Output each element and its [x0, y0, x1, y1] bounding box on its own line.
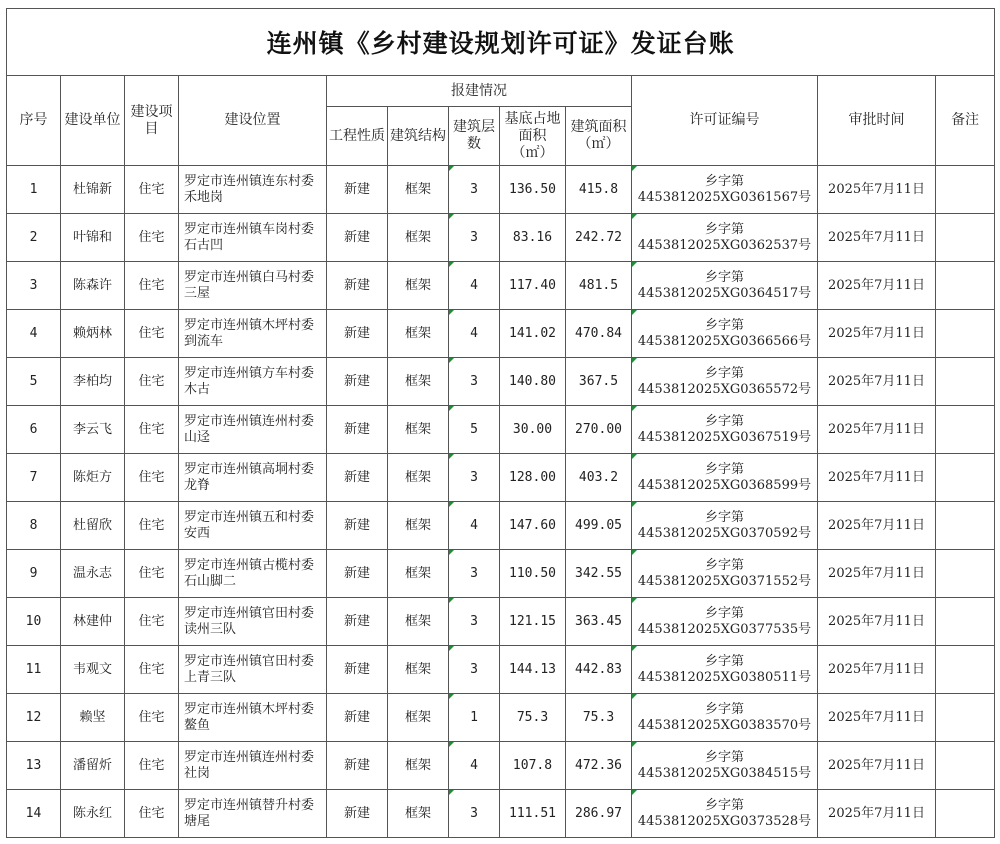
cell-seq: 5	[7, 358, 61, 406]
ledger-rows	[7, 166, 995, 838]
cell-date: 2025年7月11日	[818, 742, 936, 790]
cell-remark	[936, 502, 995, 550]
page-title: 连州镇《乡村建设规划许可证》发证台账	[7, 9, 995, 76]
cell-floors: 1	[449, 694, 500, 742]
cell-base-area: 144.13	[500, 646, 566, 694]
cell-structure: 框架	[388, 790, 449, 838]
cell-location: 罗定市连州镇官田村委读州三队	[179, 598, 327, 646]
header-permit: 许可证编号	[632, 76, 818, 166]
cell-permit: 乡字第4453812025XG0377535号	[632, 598, 818, 646]
cell-seq: 9	[7, 550, 61, 598]
cell-structure: 框架	[388, 550, 449, 598]
header-base-area: 基底占地面积（㎡）	[500, 107, 566, 166]
cell-base-area: 83.16	[500, 214, 566, 262]
cell-item: 住宅	[125, 502, 179, 550]
cell-build-area: 242.72	[566, 214, 632, 262]
cell-date: 2025年7月11日	[818, 502, 936, 550]
cell-remark	[936, 262, 995, 310]
cell-nature: 新建	[327, 646, 388, 694]
table-row	[7, 166, 995, 214]
cell-build-area: 403.2	[566, 454, 632, 502]
cell-unit: 韦观文	[61, 646, 125, 694]
cell-unit: 温永志	[61, 550, 125, 598]
cell-structure: 框架	[388, 598, 449, 646]
cell-date: 2025年7月11日	[818, 598, 936, 646]
cell-unit: 潘留炘	[61, 742, 125, 790]
cell-permit: 乡字第4453812025XG0373528号	[632, 790, 818, 838]
cell-nature: 新建	[327, 358, 388, 406]
cell-nature: 新建	[327, 166, 388, 214]
cell-build-area: 75.3	[566, 694, 632, 742]
cell-item: 住宅	[125, 454, 179, 502]
cell-floors: 3	[449, 358, 500, 406]
cell-structure: 框架	[388, 214, 449, 262]
cell-nature: 新建	[327, 550, 388, 598]
cell-structure: 框架	[388, 310, 449, 358]
table-row	[7, 694, 995, 742]
cell-remark	[936, 694, 995, 742]
cell-floors: 4	[449, 310, 500, 358]
cell-remark	[936, 790, 995, 838]
cell-base-area: 110.50	[500, 550, 566, 598]
cell-location: 罗定市连州镇连州村委社岗	[179, 742, 327, 790]
header-remark: 备注	[936, 76, 995, 166]
table-row	[7, 358, 995, 406]
cell-build-area: 270.00	[566, 406, 632, 454]
cell-date: 2025年7月11日	[818, 790, 936, 838]
cell-seq: 2	[7, 214, 61, 262]
cell-nature: 新建	[327, 406, 388, 454]
cell-location: 罗定市连州镇白马村委三屋	[179, 262, 327, 310]
header-build-area: 建筑面积（㎡）	[566, 107, 632, 166]
cell-base-area: 111.51	[500, 790, 566, 838]
table-row	[7, 262, 995, 310]
cell-seq: 1	[7, 166, 61, 214]
cell-nature: 新建	[327, 310, 388, 358]
cell-permit: 乡字第4453812025XG0384515号	[632, 742, 818, 790]
cell-floors: 3	[449, 646, 500, 694]
cell-item: 住宅	[125, 790, 179, 838]
cell-item: 住宅	[125, 310, 179, 358]
cell-seq: 10	[7, 598, 61, 646]
cell-unit: 杜留欣	[61, 502, 125, 550]
cell-date: 2025年7月11日	[818, 454, 936, 502]
cell-nature: 新建	[327, 790, 388, 838]
cell-item: 住宅	[125, 262, 179, 310]
cell-permit: 乡字第4453812025XG0361567号	[632, 166, 818, 214]
cell-build-area: 363.45	[566, 598, 632, 646]
cell-unit: 林建仲	[61, 598, 125, 646]
cell-seq: 3	[7, 262, 61, 310]
cell-floors: 3	[449, 598, 500, 646]
cell-floors: 3	[449, 214, 500, 262]
cell-remark	[936, 646, 995, 694]
cell-date: 2025年7月11日	[818, 646, 936, 694]
cell-floors: 3	[449, 166, 500, 214]
cell-remark	[936, 166, 995, 214]
cell-date: 2025年7月11日	[818, 406, 936, 454]
cell-remark	[936, 550, 995, 598]
cell-unit: 李柏均	[61, 358, 125, 406]
cell-permit: 乡字第4453812025XG0383570号	[632, 694, 818, 742]
cell-build-area: 367.5	[566, 358, 632, 406]
header-seq: 序号	[7, 76, 61, 166]
cell-unit: 杜锦新	[61, 166, 125, 214]
cell-build-area: 470.84	[566, 310, 632, 358]
cell-floors: 3	[449, 550, 500, 598]
table-row	[7, 502, 995, 550]
header-structure: 建筑结构	[388, 107, 449, 166]
cell-item: 住宅	[125, 358, 179, 406]
cell-build-area: 481.5	[566, 262, 632, 310]
cell-remark	[936, 454, 995, 502]
cell-unit: 赖坚	[61, 694, 125, 742]
cell-permit: 乡字第4453812025XG0366566号	[632, 310, 818, 358]
cell-date: 2025年7月11日	[818, 262, 936, 310]
cell-location: 罗定市连州镇连东村委禾地岗	[179, 166, 327, 214]
cell-base-area: 107.8	[500, 742, 566, 790]
table-row	[7, 406, 995, 454]
cell-location: 罗定市连州镇木坪村委鳌鱼	[179, 694, 327, 742]
cell-location: 罗定市连州镇方车村委木古	[179, 358, 327, 406]
header-floors: 建筑层数	[449, 107, 500, 166]
cell-structure: 框架	[388, 646, 449, 694]
cell-item: 住宅	[125, 166, 179, 214]
cell-structure: 框架	[388, 502, 449, 550]
title-row	[7, 9, 995, 76]
header-group: 报建情况	[327, 76, 632, 107]
cell-floors: 4	[449, 742, 500, 790]
cell-base-area: 128.00	[500, 454, 566, 502]
table-row	[7, 310, 995, 358]
cell-permit: 乡字第4453812025XG0365572号	[632, 358, 818, 406]
cell-unit: 李云飞	[61, 406, 125, 454]
cell-structure: 框架	[388, 694, 449, 742]
cell-date: 2025年7月11日	[818, 358, 936, 406]
cell-seq: 6	[7, 406, 61, 454]
cell-base-area: 140.80	[500, 358, 566, 406]
cell-nature: 新建	[327, 598, 388, 646]
cell-remark	[936, 358, 995, 406]
cell-remark	[936, 598, 995, 646]
cell-remark	[936, 214, 995, 262]
header-nature: 工程性质	[327, 107, 388, 166]
cell-seq: 11	[7, 646, 61, 694]
cell-seq: 7	[7, 454, 61, 502]
cell-base-area: 117.40	[500, 262, 566, 310]
cell-structure: 框架	[388, 262, 449, 310]
cell-nature: 新建	[327, 502, 388, 550]
table-row	[7, 214, 995, 262]
cell-seq: 14	[7, 790, 61, 838]
cell-structure: 框架	[388, 454, 449, 502]
cell-nature: 新建	[327, 214, 388, 262]
cell-build-area: 342.55	[566, 550, 632, 598]
cell-build-area: 286.97	[566, 790, 632, 838]
cell-location: 罗定市连州镇替升村委塘尾	[179, 790, 327, 838]
cell-build-area: 499.05	[566, 502, 632, 550]
cell-location: 罗定市连州镇官田村委上青三队	[179, 646, 327, 694]
cell-permit: 乡字第4453812025XG0371552号	[632, 550, 818, 598]
cell-build-area: 442.83	[566, 646, 632, 694]
cell-base-area: 30.00	[500, 406, 566, 454]
cell-date: 2025年7月11日	[818, 214, 936, 262]
cell-floors: 3	[449, 790, 500, 838]
cell-item: 住宅	[125, 646, 179, 694]
table-row	[7, 454, 995, 502]
cell-location: 罗定市连州镇古榄村委石山脚二	[179, 550, 327, 598]
table-row	[7, 646, 995, 694]
cell-seq: 12	[7, 694, 61, 742]
cell-unit: 赖炳林	[61, 310, 125, 358]
cell-structure: 框架	[388, 742, 449, 790]
cell-location: 罗定市连州镇五和村委安西	[179, 502, 327, 550]
table-row	[7, 742, 995, 790]
cell-build-area: 472.36	[566, 742, 632, 790]
cell-base-area: 121.15	[500, 598, 566, 646]
cell-remark	[936, 406, 995, 454]
cell-permit: 乡字第4453812025XG0367519号	[632, 406, 818, 454]
ledger-sheet	[6, 8, 994, 838]
cell-seq: 13	[7, 742, 61, 790]
cell-remark	[936, 310, 995, 358]
table-row	[7, 550, 995, 598]
cell-unit: 陈炬方	[61, 454, 125, 502]
cell-permit: 乡字第4453812025XG0368599号	[632, 454, 818, 502]
cell-permit: 乡字第4453812025XG0380511号	[632, 646, 818, 694]
cell-location: 罗定市连州镇连州村委山迳	[179, 406, 327, 454]
cell-nature: 新建	[327, 262, 388, 310]
cell-date: 2025年7月11日	[818, 550, 936, 598]
header-unit: 建设单位	[61, 76, 125, 166]
cell-structure: 框架	[388, 358, 449, 406]
cell-build-area: 415.8	[566, 166, 632, 214]
table-row	[7, 598, 995, 646]
cell-unit: 叶锦和	[61, 214, 125, 262]
cell-date: 2025年7月11日	[818, 694, 936, 742]
cell-base-area: 147.60	[500, 502, 566, 550]
header-item: 建设项目	[125, 76, 179, 166]
table-row	[7, 790, 995, 838]
cell-item: 住宅	[125, 550, 179, 598]
cell-item: 住宅	[125, 598, 179, 646]
header-date: 审批时间	[818, 76, 936, 166]
cell-floors: 4	[449, 262, 500, 310]
cell-structure: 框架	[388, 406, 449, 454]
cell-base-area: 141.02	[500, 310, 566, 358]
permit-ledger-table	[6, 8, 995, 838]
cell-date: 2025年7月11日	[818, 166, 936, 214]
cell-nature: 新建	[327, 454, 388, 502]
cell-nature: 新建	[327, 742, 388, 790]
cell-floors: 5	[449, 406, 500, 454]
cell-permit: 乡字第4453812025XG0364517号	[632, 262, 818, 310]
cell-structure: 框架	[388, 166, 449, 214]
cell-item: 住宅	[125, 406, 179, 454]
cell-location: 罗定市连州镇木坪村委到流车	[179, 310, 327, 358]
cell-base-area: 75.3	[500, 694, 566, 742]
cell-permit: 乡字第4453812025XG0362537号	[632, 214, 818, 262]
cell-item: 住宅	[125, 214, 179, 262]
cell-base-area: 136.50	[500, 166, 566, 214]
header-row-1	[7, 76, 995, 107]
cell-remark	[936, 742, 995, 790]
cell-item: 住宅	[125, 742, 179, 790]
cell-unit: 陈永红	[61, 790, 125, 838]
cell-location: 罗定市连州镇高垌村委龙脊	[179, 454, 327, 502]
cell-date: 2025年7月11日	[818, 310, 936, 358]
header-location: 建设位置	[179, 76, 327, 166]
cell-seq: 8	[7, 502, 61, 550]
cell-floors: 4	[449, 502, 500, 550]
cell-nature: 新建	[327, 694, 388, 742]
cell-permit: 乡字第4453812025XG0370592号	[632, 502, 818, 550]
cell-location: 罗定市连州镇车岗村委石古凹	[179, 214, 327, 262]
cell-seq: 4	[7, 310, 61, 358]
cell-floors: 3	[449, 454, 500, 502]
cell-unit: 陈森许	[61, 262, 125, 310]
cell-item: 住宅	[125, 694, 179, 742]
